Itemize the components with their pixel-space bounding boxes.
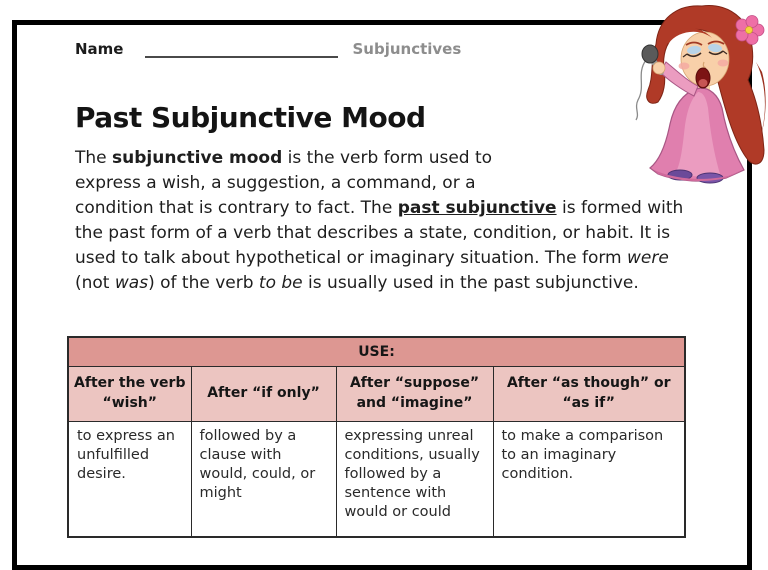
table-header-row	[68, 366, 685, 421]
table-title-cell: USE:	[68, 337, 685, 367]
column-header-if-only: After “if only”	[191, 366, 336, 421]
column-header-wish: After the verb “wish”	[68, 366, 191, 421]
tongue	[699, 79, 708, 87]
singing-woman-illustration	[606, 2, 768, 187]
microphone-cord	[636, 60, 646, 120]
blush-left	[679, 63, 690, 70]
table-body-row	[68, 421, 685, 537]
page-title: Past Subjunctive Mood	[75, 101, 426, 134]
name-blank-line	[145, 40, 338, 58]
table-cell-suppose-imagine: expressing unreal conditions, usually followed by a sentence with would or could	[336, 421, 493, 537]
table-title-row	[68, 337, 685, 367]
table-cell-wish: to express an unfulfilled desire.	[68, 421, 191, 537]
intro-paragraph: The subjunctive mood is the verb form used to express a wish, a suggestion, a command, or a condition that is contrary to fact. The past subjunctive is formed with the past form of a verb that describes a state, condition, or habit. It is used to talk about hypothetical or imaginary situation. The form were (not was) of the verb to be is usually used in the past subjunctive.	[75, 147, 684, 293]
flower-icon	[736, 16, 764, 45]
table-cell-if-only: followed by a clause with would, could, or might	[191, 421, 336, 537]
hand	[653, 62, 665, 74]
blush-right	[718, 60, 729, 67]
column-header-as-though: After “as though” or “as if”	[493, 366, 685, 421]
worksheet-topic-label: Subjunctives	[352, 40, 462, 58]
use-table	[67, 336, 686, 538]
name-label: Name	[75, 40, 124, 58]
microphone-icon	[642, 45, 658, 63]
column-header-suppose-imagine: After “suppose” and “imagine”	[336, 366, 493, 421]
table-cell-as-though: to make a comparison to an imaginary condition.	[493, 421, 685, 537]
